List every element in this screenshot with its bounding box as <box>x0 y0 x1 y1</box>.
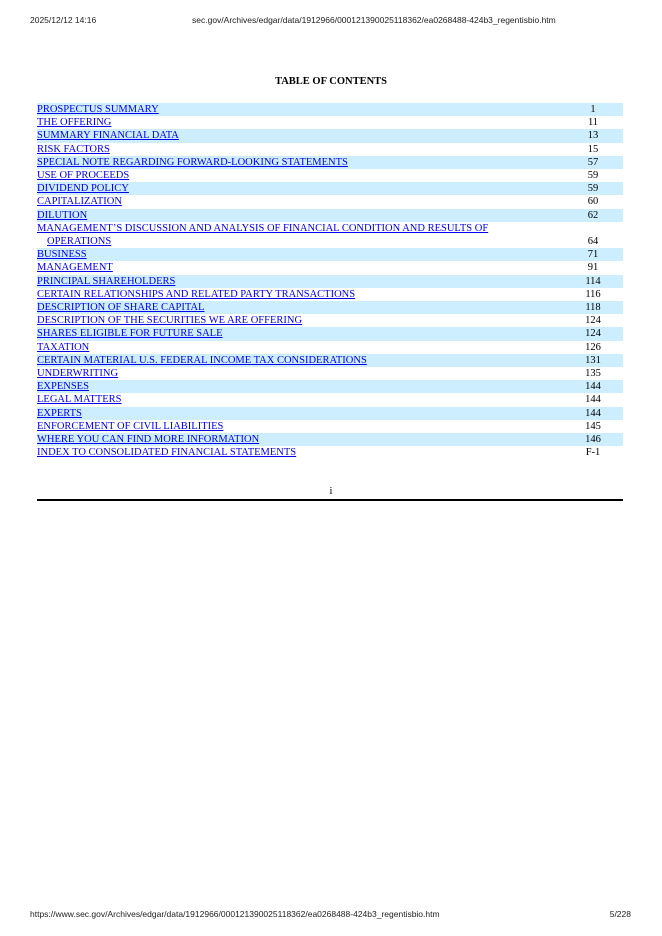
toc-link-risk-factors[interactable]: RISK FACTORS <box>37 143 110 155</box>
toc-row <box>37 393 623 406</box>
print-footer <box>0 909 662 923</box>
toc-row <box>37 116 623 129</box>
toc-link-financial-statements-index[interactable]: INDEX TO CONSOLIDATED FINANCIAL STATEMENTS <box>37 447 297 459</box>
toc-row <box>37 195 623 208</box>
toc-link-dividend-policy[interactable]: DIVIDEND POLICY <box>37 183 129 195</box>
toc-page: 91 <box>587 262 599 274</box>
toc-link-business[interactable]: BUSINESS <box>37 249 87 261</box>
toc-row <box>37 209 623 222</box>
page-number: i <box>329 486 333 497</box>
toc-page: 59 <box>587 170 599 182</box>
toc-page: 116 <box>585 288 601 300</box>
toc-row <box>37 129 623 142</box>
toc-link-shares-eligible[interactable]: SHARES ELIGIBLE FOR FUTURE SALE <box>37 328 223 340</box>
print-datetime: 2025/12/12 14:16 <box>30 15 97 25</box>
toc-link-experts[interactable]: EXPERTS <box>37 407 82 419</box>
toc-row <box>37 407 623 420</box>
toc-link-management[interactable]: MANAGEMENT <box>37 262 113 274</box>
toc-page: 13 <box>587 130 599 142</box>
toc-link-civil-liabilities[interactable]: ENFORCEMENT OF CIVIL LIABILITIES <box>37 420 224 432</box>
toc-link-use-of-proceeds[interactable]: USE OF PROCEEDS <box>37 170 130 182</box>
toc-link-expenses[interactable]: EXPENSES <box>37 381 89 393</box>
toc-link-underwriting[interactable]: UNDERWRITING <box>37 368 119 380</box>
toc-page: 62 <box>587 209 599 221</box>
toc-row <box>37 143 623 156</box>
toc-link-taxation[interactable]: TAXATION <box>37 341 90 353</box>
toc-row <box>37 156 623 169</box>
toc-page: 146 <box>585 434 601 446</box>
toc-row <box>37 314 623 327</box>
toc-page: 60 <box>587 196 599 208</box>
toc-page: 15 <box>587 143 599 155</box>
toc-page: F-1 <box>585 447 601 459</box>
toc-link-more-information[interactable]: WHERE YOU CAN FIND MORE INFORMATION <box>37 434 260 446</box>
toc-page: 118 <box>585 302 601 314</box>
print-footer-url: https://www.sec.gov/Archives/edgar/data/1912966/000121390025118362/ea0268488-424b3_regentisbio.htm <box>30 909 440 919</box>
toc-page: 126 <box>585 341 601 353</box>
print-header-url: sec.gov/Archives/edgar/data/1912966/000121390025118362/ea0268488-424b3_regentisbio.htm <box>192 15 556 25</box>
page-divider <box>37 499 623 501</box>
toc-row <box>37 182 623 195</box>
toc-page: 145 <box>585 420 601 432</box>
toc-page: 1 <box>590 104 596 115</box>
toc-link-prospectus-summary[interactable]: PROSPECTUS SUMMARY <box>37 104 159 115</box>
toc-link-securities-offering[interactable]: DESCRIPTION OF THE SECURITIES WE ARE OFFERING <box>37 315 303 327</box>
toc-row <box>37 354 623 367</box>
toc-row <box>37 248 623 261</box>
toc-row <box>37 433 623 446</box>
table-of-contents <box>37 103 623 459</box>
toc-link-legal-matters[interactable]: LEGAL MATTERS <box>37 394 122 406</box>
toc-page: 59 <box>587 183 599 195</box>
toc-link-mdna[interactable]: MANAGEMENT’S DISCUSSION AND ANALYSIS OF FINANCIAL CONDITION AND RESULTS OF <box>37 222 489 234</box>
toc-row <box>37 222 623 248</box>
toc-link-share-capital[interactable]: DESCRIPTION OF SHARE CAPITAL <box>37 302 205 314</box>
toc-row <box>37 301 623 314</box>
toc-row <box>37 261 623 274</box>
toc-link-summary-financial-data[interactable]: SUMMARY FINANCIAL DATA <box>37 130 179 142</box>
toc-row <box>37 327 623 340</box>
toc-link-us-federal-tax[interactable]: CERTAIN MATERIAL U.S. FEDERAL INCOME TAX CONSIDERATIONS <box>37 354 367 366</box>
toc-page: 11 <box>587 117 599 129</box>
toc-page: 124 <box>585 328 601 340</box>
toc-page: 144 <box>585 381 601 393</box>
print-header <box>0 15 662 29</box>
toc-page: 114 <box>585 275 601 287</box>
toc-row <box>37 288 623 301</box>
toc-page: 131 <box>585 354 601 366</box>
toc-page: 135 <box>585 368 601 380</box>
toc-link-principal-shareholders[interactable]: PRINCIPAL SHAREHOLDERS <box>37 275 176 287</box>
toc-row <box>37 169 623 182</box>
toc-page: 64 <box>587 236 599 248</box>
print-page-count: 5/228 <box>609 909 631 919</box>
toc-link-the-offering[interactable]: THE OFFERING <box>37 117 112 129</box>
toc-link-forward-looking-statements[interactable]: SPECIAL NOTE REGARDING FORWARD-LOOKING STATEMENTS <box>37 156 348 168</box>
toc-row <box>37 367 623 380</box>
toc-row <box>37 380 623 393</box>
toc-link-mdna-continued[interactable]: OPERATIONS <box>47 236 112 248</box>
toc-page: 144 <box>585 394 601 406</box>
toc-row <box>37 446 623 459</box>
toc-row <box>37 341 623 354</box>
page-title: TABLE OF CONTENTS <box>274 76 388 87</box>
toc-link-dilution[interactable]: DILUTION <box>37 209 88 221</box>
toc-link-related-party-transactions[interactable]: CERTAIN RELATIONSHIPS AND RELATED PARTY TRANSACTIONS <box>37 288 356 300</box>
toc-row <box>37 420 623 433</box>
toc-row <box>37 275 623 288</box>
toc-page: 71 <box>587 249 599 261</box>
toc-row <box>37 103 623 116</box>
toc-page: 57 <box>587 156 599 168</box>
toc-link-capitalization[interactable]: CAPITALIZATION <box>37 196 122 208</box>
toc-page: 124 <box>585 315 601 327</box>
toc-page: 144 <box>585 407 601 419</box>
